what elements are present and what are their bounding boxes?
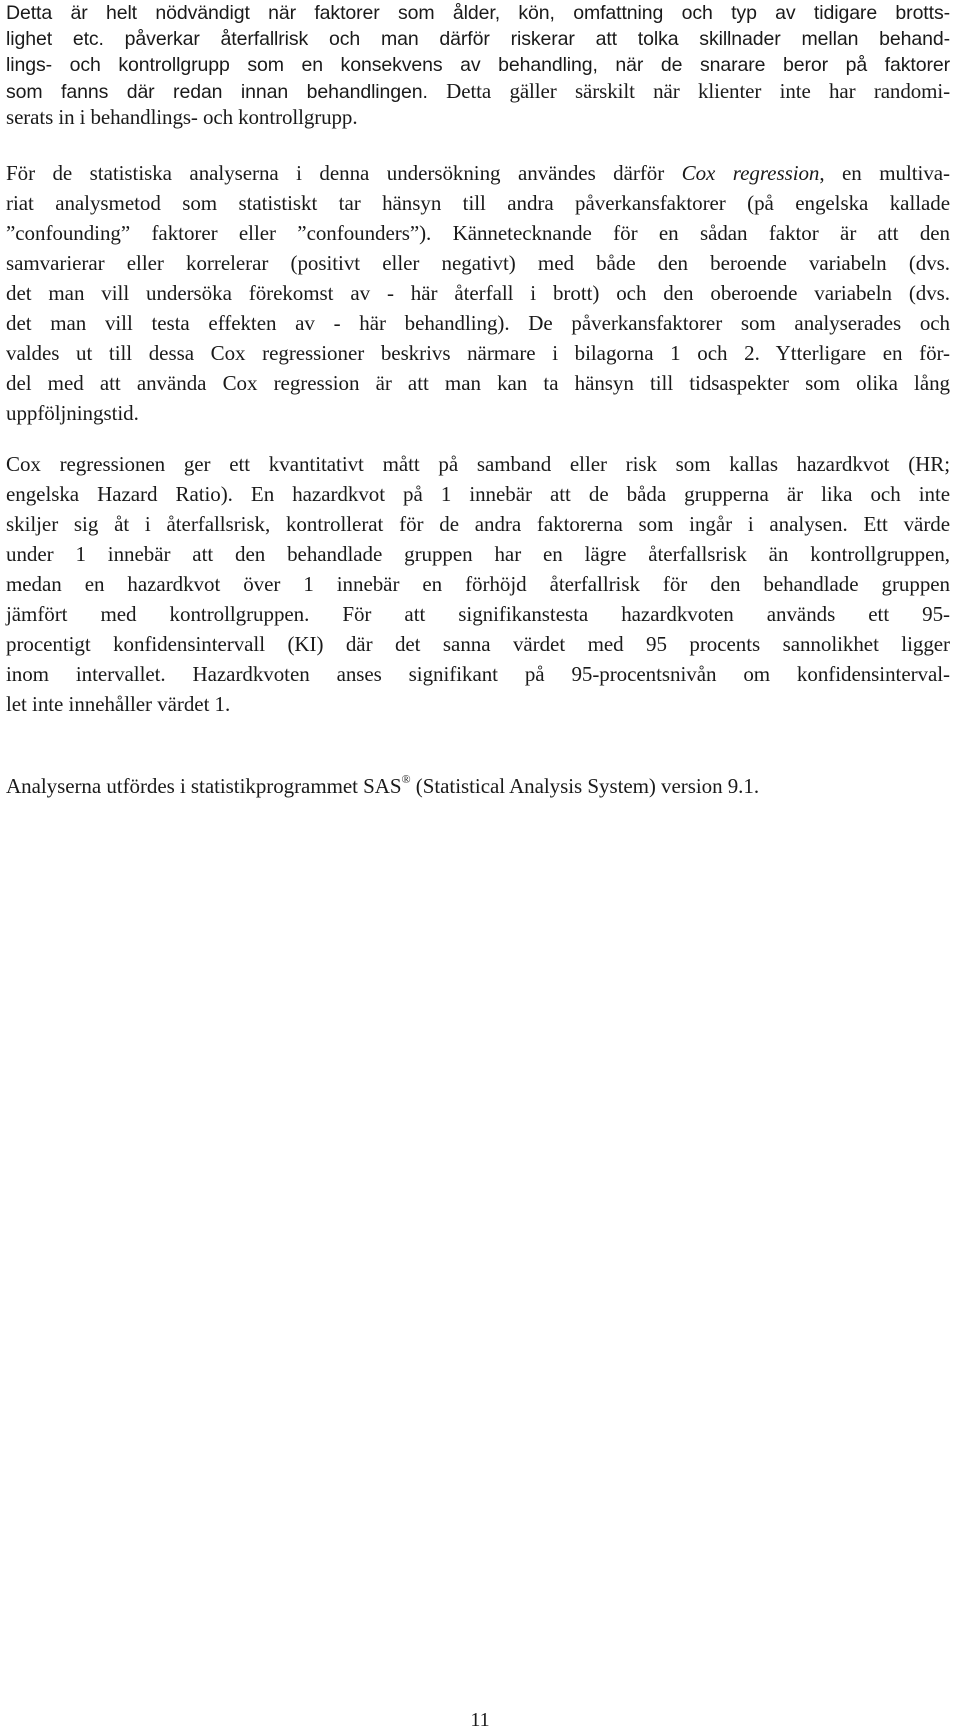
paragraph-4-line-1 [6,771,950,801]
paragraph-3-line-1: Cox regressionen ger ett kvantitativt mått på samband eller risk som kallas hazardkvot (HR; [6,452,950,476]
paragraph-2-line-1 [6,158,950,188]
paragraph-4 [6,771,950,801]
paragraph-3-line-2: engelska Hazard Ratio). En hazardkvot på 1 innebär att de båda grupperna är lika och inte [6,482,950,506]
paragraph-3-line-4: under 1 innebär att den behandlade gruppen har en lägre återfallsrisk än kontrollgruppen, [6,542,950,566]
paragraph-3-line-3: skiljer sig åt i återfallsrisk, kontrollerat för de andra faktorerna som ingår i analysen. Ett värde [6,512,950,536]
paragraph-4-start: Analyserna utfördes i statistikprogrammet SAS [6,774,402,798]
paragraph-1-line-5: serats in i behandlings- och kontrollgrupp. [6,105,358,129]
paragraph-2-line-7: valdes ut till dessa Cox regressioner beskrivs närmare i bilagorna 1 och 2. Ytterligare en för- [6,341,950,365]
paragraph-3-line-5: medan en hazardkvot över 1 innebär en förhöjd återfallrisk för den behandlade gruppen [6,572,950,596]
page-number: 11 [470,1709,490,1731]
paragraph-2-line-9: uppföljningstid. [6,401,139,425]
paragraph-1-line-2: lighet etc. påverkar återfallrisk och man därför riskerar att tolka skillnader mellan behand- [6,28,950,50]
paragraph-2-line-1-start: För de statistiska analyserna i denna undersökning användes därför [6,161,682,185]
paragraph-3-line-8: inom intervallet. Hazardkvoten anses signifikant på 95-procentsnivån om konfidensinterval- [6,662,950,686]
paragraph-2-line-6: det man vill testa effekten av - här behandling). De påverkansfaktorer som analyserades och [6,311,950,335]
paragraph-2-line-2: riat analysmetod som statistiskt tar hänsyn till andra påverkansfaktorer (på engelska kallade [6,191,950,215]
paragraph-2-line-4: samvarierar eller korrelerar (positivt eller negativt) med både den beroende variabeln (dvs. [6,251,950,275]
paragraph-3 [6,449,950,719]
paragraph-2-line-3: ”confounding” faktorer eller ”confounders”). Kännetecknande för en sådan faktor är att den [6,221,950,245]
paragraph-1-line-4 [6,78,950,104]
paragraph-1-line-4-serif: Detta gäller särskilt när klienter inte har randomi- [427,79,950,103]
paragraph-2 [6,158,950,428]
registered-mark: ® [401,772,411,786]
paragraph-1 [6,0,950,130]
paragraph-2-line-1-end: , en multiva- [819,161,950,185]
paragraph-2-line-8: del med att använda Cox regression är att man kan ta hänsyn till tidsaspekter som olika lång [6,371,950,395]
paragraph-4-end: (Statistical Analysis System) version 9.1. [410,774,760,798]
paragraph-1-line-4-sans: som fanns där redan innan behandlingen. [6,81,428,103]
paragraph-3-line-9: let inte innehåller värdet 1. [6,692,231,716]
paragraph-3-line-7: procentigt konfidensintervall (KI) där det sanna värdet med 95 procents sannolikhet ligger [6,632,950,656]
paragraph-2-line-5: det man vill undersöka förekomst av - här återfall i brott) och den oberoende variabeln (dvs. [6,281,950,305]
cox-regression-term: Cox regression [681,161,820,185]
paragraph-1-line-1: Detta är helt nödvändigt när faktorer som ålder, kön, omfattning och typ av tidigare brotts- [6,2,950,24]
paragraph-1-line-3: lings- och kontrollgrupp som en konsekvens av behandling, när de snarare beror på faktorer [6,54,950,76]
paragraph-3-line-6: jämfört med kontrollgruppen. För att signifikanstesta hazardkvoten används ett 95- [6,602,950,626]
